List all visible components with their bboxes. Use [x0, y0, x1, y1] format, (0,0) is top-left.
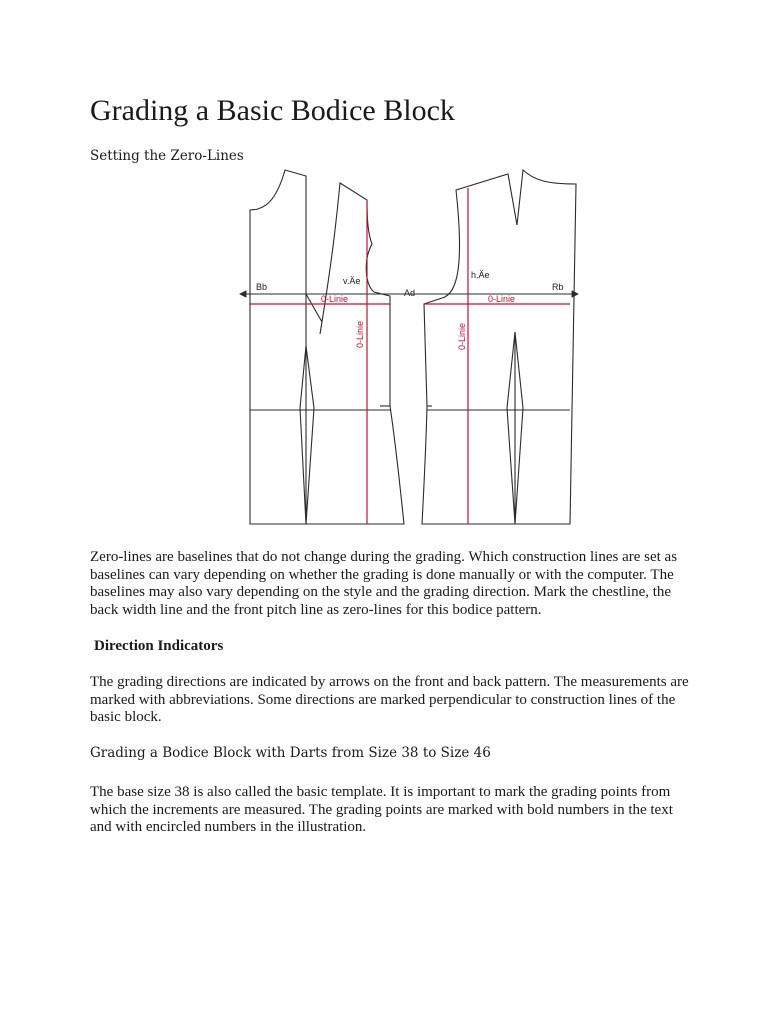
zero-lines — [250, 188, 570, 524]
label-h-ae: h.Äe — [471, 270, 490, 280]
section-heading-grading-bodice: Grading a Bodice Block with Darts from Size 38 to Size 46 — [90, 745, 491, 761]
arrow-right-icon — [572, 291, 578, 297]
label-zero-line-front: 0-Linie — [488, 294, 516, 304]
page-title: Grading a Basic Bodice Block — [90, 94, 455, 127]
bodice-pattern-svg — [236, 166, 582, 528]
section-heading-zero-lines: Setting the Zero-Lines — [90, 148, 244, 164]
back-piece-outline — [250, 170, 404, 524]
arrow-left-icon — [240, 291, 246, 297]
label-zero-line-vertical-front: 0-Linie — [457, 322, 467, 350]
label-zero-line-vertical-back: 0-Linie — [355, 320, 365, 348]
paragraph-zero-lines: Zero-lines are baselines that do not change during the grading. Which construction lines are set as baselines can vary depending on whether the grading is done manually or with the computer. The baselines may also vary depending on the style and the grading direction. Mark the chestline, the back width line and the front pitch line as zero-lines for this bodice pattern. — [90, 549, 678, 618]
bodice-pattern-figure — [236, 166, 582, 528]
paragraph-direction-indicators: The grading directions are indicated by arrows on the front and back pattern. The measurements are marked with abbreviations. Some directions are marked perpendicular to construction lines of the basic block. — [90, 674, 689, 725]
label-bb: Bb — [256, 282, 268, 292]
section-heading-direction-indicators: Direction Indicators — [94, 638, 224, 654]
label-rb: Rb — [552, 282, 564, 292]
label-ad: Ad — [404, 288, 416, 298]
label-zero-line-back: 0-Linie — [321, 294, 349, 304]
front-piece-outline — [422, 170, 576, 524]
label-v-ae: v.Äe — [343, 276, 361, 286]
pattern-outlines — [250, 170, 576, 524]
paragraph-grading-points: The base size 38 is also called the basic template. It is important to mark the grading points from which the increments are measured. The grading points are marked with bold numbers in the text and with encircled numbers in the illustration. — [90, 784, 673, 835]
back-waist-dart — [300, 346, 314, 524]
